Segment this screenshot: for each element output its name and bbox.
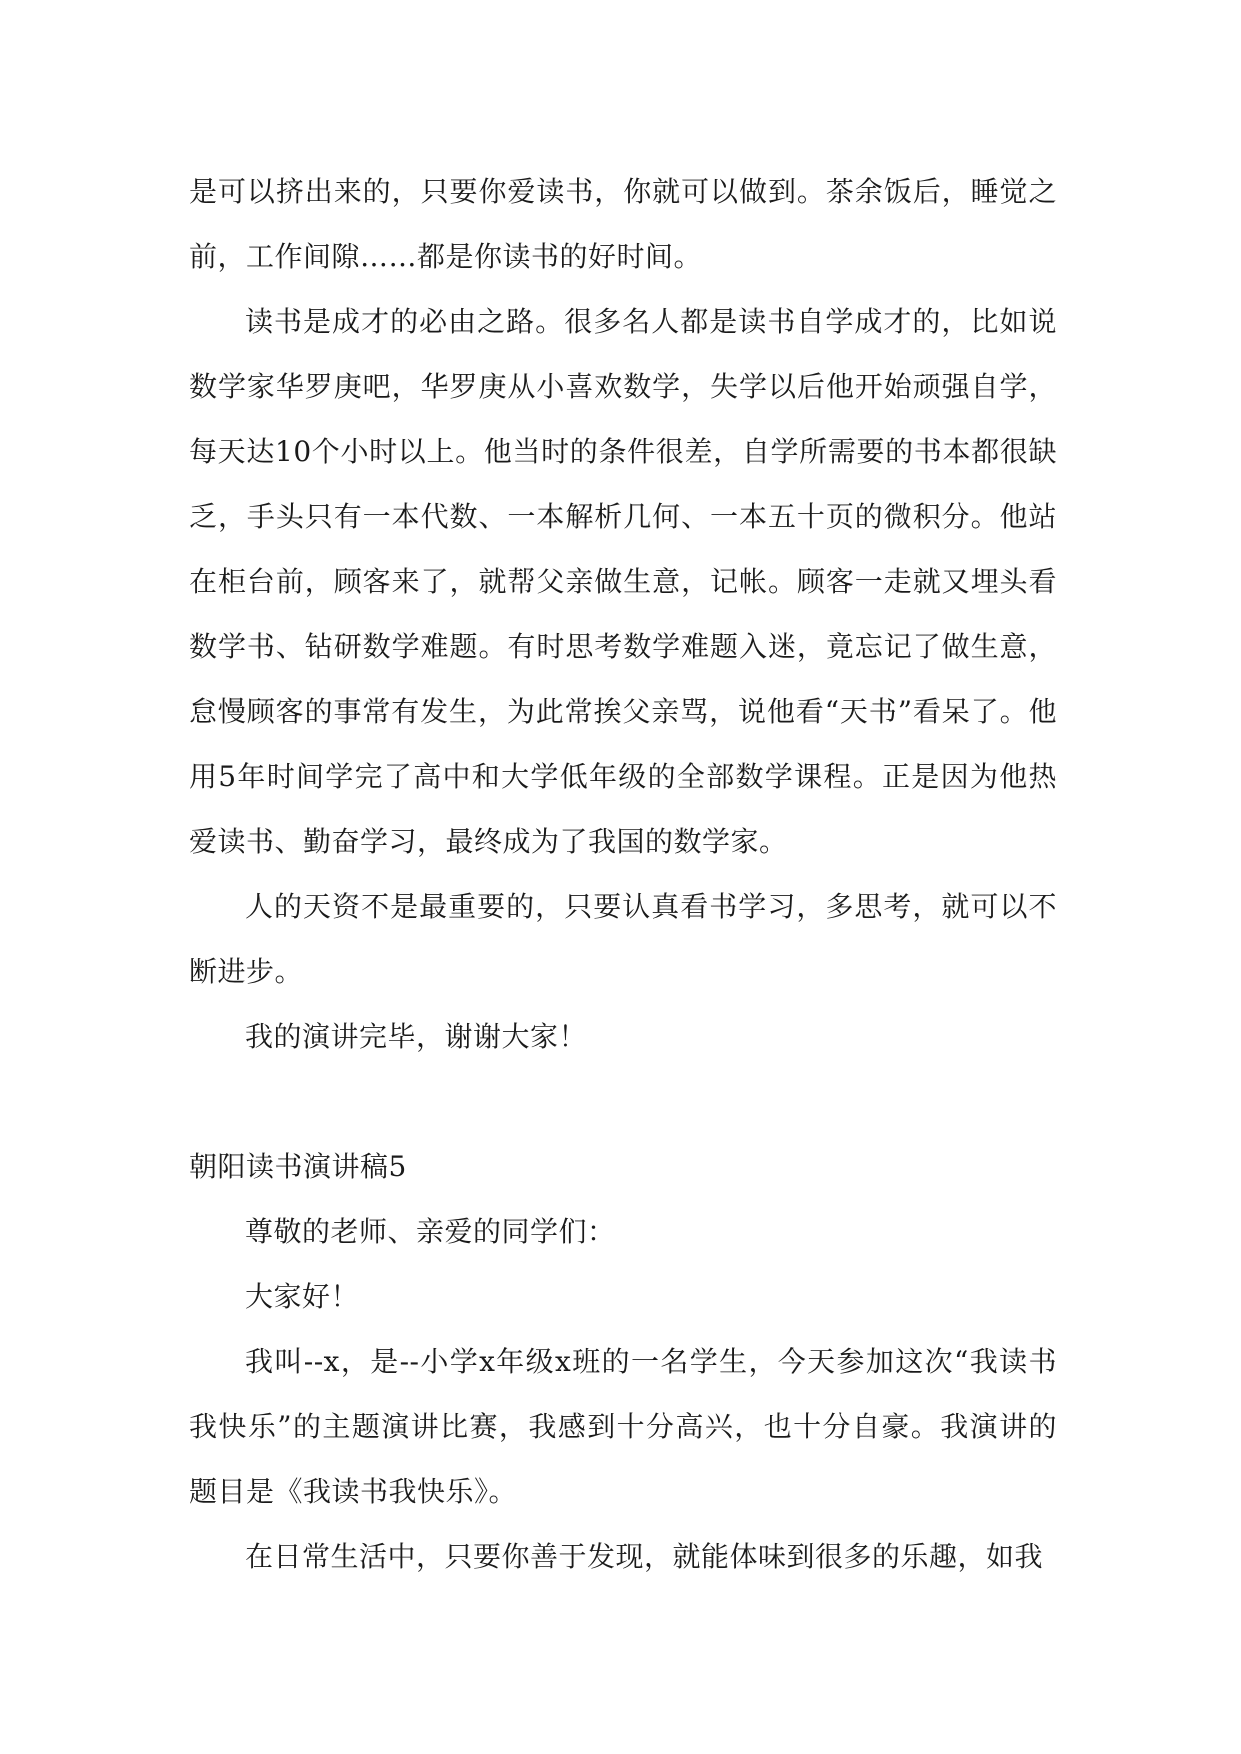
paragraph-hua-luogeng: 读书是成才的必由之路。很多名人都是读书自学成才的，比如说数学家华罗庚吧，华罗庚从小喜欢数学，失学以后他开始顽强自学，每天达10个小时以上。他当时的条件很差，自学所需要的书本都很缺乏，手头只有一本代数、一本解析几何、一本五十页的微积分。他站在柜台前，顾客来了，就帮父亲做生意，记帐。顾客一走就又埋头看数学书、钻研数学难题。有时思考数学难题入迷，竟忘记了做生意，怠慢顾客的事常有发生，为此常挨父亲骂，说他看“天书”看呆了。他用5年时间学完了高中和大学低年级的全部数学课程。正是因为他热爱读书、勤奋学习，最终成为了我国的数学家。 xyxy=(189,305,1057,858)
paragraph-greeting: 大家好！ xyxy=(245,1280,360,1313)
paragraph-continuation: 是可以挤出来的，只要你爱读书，你就可以做到。茶余饭后，睡觉之前，工作间隙……都是你读书的好时间。 xyxy=(189,175,1057,273)
document-body xyxy=(189,159,1057,1589)
paragraph-daily-life: 在日常生活中，只要你善于发现，就能体味到很多的乐趣，如我 xyxy=(245,1540,1044,1573)
section-title: 朝阳读书演讲稿5 xyxy=(189,1150,407,1183)
section-spacer xyxy=(189,1069,1057,1134)
paragraph-salutation: 尊敬的老师、亲爱的同学们： xyxy=(245,1215,616,1248)
paragraph-talent: 人的天资不是最重要的，只要认真看书学习，多思考，就可以不断进步。 xyxy=(189,890,1057,988)
paragraph-closing: 我的演讲完毕，谢谢大家！ xyxy=(245,1020,588,1053)
paragraph-introduction: 我叫--x，是--小学x年级x班的一名学生，今天参加这次“我读书我快乐”的主题演讲比赛，我感到十分高兴，也十分自豪。我演讲的题目是《我读书我快乐》。 xyxy=(189,1345,1057,1508)
